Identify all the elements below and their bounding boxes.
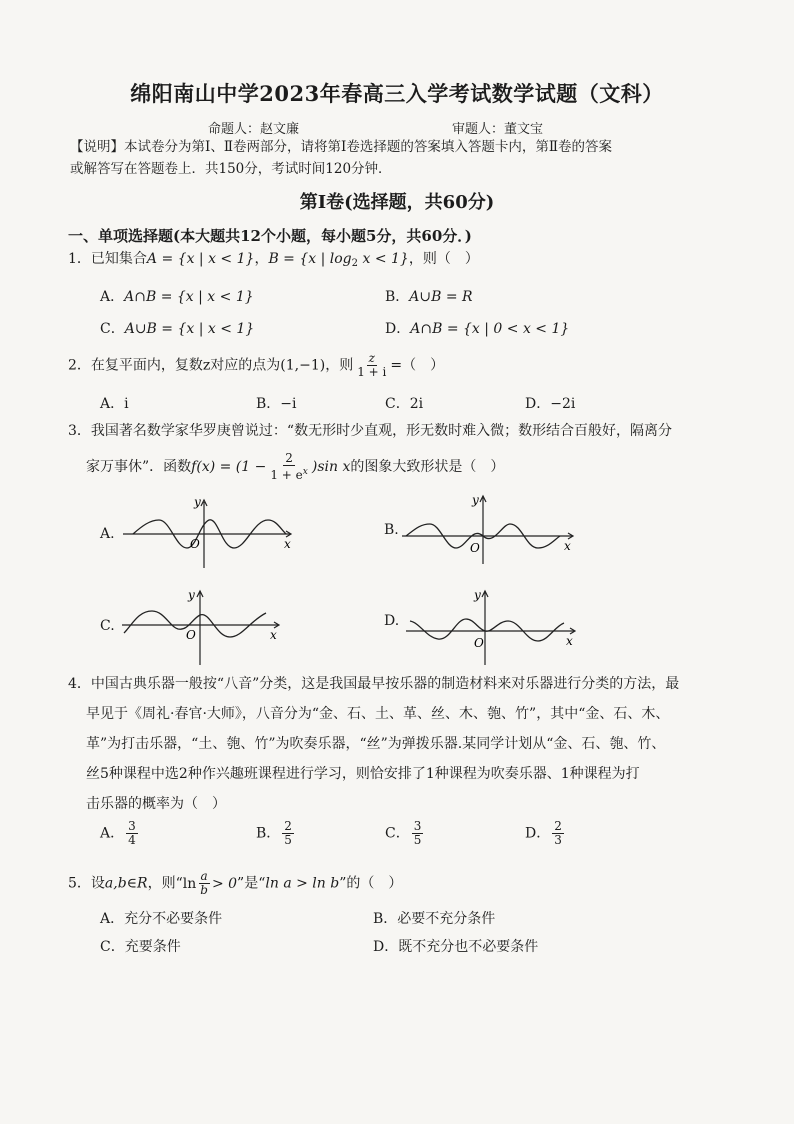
graph-d-label[interactable]: D. [384, 613, 400, 629]
q5-option-a[interactable]: A．充分不必要条件 [100, 911, 223, 927]
graph-d-y-label: y [474, 588, 481, 602]
graph-b-origin: O [470, 541, 480, 555]
graph-a-axes [123, 502, 290, 568]
graph-d[interactable] [402, 585, 580, 667]
q4-option-b[interactable]: B． $\frac{2}{5}$ [256, 819, 292, 847]
question-4-line-5: 击乐器的概率为（ ） [86, 796, 226, 812]
graph-c-axes [122, 591, 278, 665]
q5-option-d[interactable]: D．既不充分也不必要条件 [373, 939, 539, 955]
q1-option-c[interactable]: C．A∪B = {x | x < 1} [100, 321, 255, 337]
question-4-line-4: 丝5种课程中选2种作兴趣班课程进行学习，则恰安排了1种课程为吹奏乐器、1种课程为打 [86, 766, 640, 782]
q5-option-c[interactable]: C．充要条件 [100, 939, 181, 955]
setter-name: 命题人：赵文廉 [208, 122, 300, 137]
graph-b-x-label: x [564, 539, 571, 553]
q2-option-d[interactable]: D．−2i [525, 396, 576, 412]
question-3-line-1: 3．我国著名数学家华罗庚曾说过：“数无形时少直观，形无数时难入微；数形结合百般好，隔离分 [68, 423, 673, 439]
graph-b[interactable] [398, 490, 580, 570]
ln-fraction-condition: ln $\frac{a}{b}$ > 0 [182, 869, 238, 897]
ln-inequality-condition: ln a > ln b [265, 875, 340, 892]
graph-c-x-label: x [270, 628, 277, 642]
q4-option-d[interactable]: D． $\frac{2}{3}$ [525, 819, 562, 847]
graph-a-label[interactable]: A. [100, 526, 115, 542]
graph-b-y-label: y [472, 493, 479, 507]
question-4-line-1: 4．中国古典乐器一般按“八音”分类，这是我国最早按乐器的制造材料来对乐器进行分类的方法，最 [68, 676, 680, 692]
graph-d-axes [406, 591, 574, 665]
graph-a-origin: O [190, 537, 200, 551]
note-line-2: 或解答写在答题卷上．共150分，考试时间120分钟． [70, 161, 392, 177]
q2-option-b[interactable]: B．−i [256, 396, 297, 412]
exam-title: 绵阳南山中学2023年春高三入学考试数学试题（文科） [130, 81, 664, 106]
q4-option-a[interactable]: A． $\frac{3}{4}$ [100, 819, 136, 847]
fraction-z-over-1-plus-i: $\frac{z}{1 + i}$ [357, 351, 387, 379]
graph-d-origin: O [474, 636, 484, 650]
question-4-line-2: 早见于《周礼·春官·大师》，八音分为“金、石、土、革、丝、木、匏、竹”，其中“金、石、木、 [86, 706, 670, 722]
graph-b-label[interactable]: B. [384, 522, 399, 538]
question-5-stem: 5．设a,b∈R，则“ln $\frac{a}{b}$ > 0”是“ln a > ln b”的（ ） [68, 869, 403, 897]
set-a: A = {x | x < 1} [146, 251, 255, 267]
q1-option-b[interactable]: B．A∪B = R [385, 289, 473, 305]
graph-b-arrows [480, 496, 573, 539]
note-line-1: 【说明】本试卷分为第Ⅰ、Ⅱ卷两部分，请将第Ⅰ卷选择题的答案填入答题卡内，第Ⅱ卷的答案 [70, 139, 613, 155]
graph-c-label[interactable]: C. [100, 618, 115, 634]
graph-d-curve [410, 619, 564, 641]
function-formula: f(x) = (1 − $\frac{2}{1 + e^x}$ )sin x [191, 451, 351, 482]
graph-a-x-label: x [284, 537, 291, 551]
graph-a-arrows [201, 500, 291, 537]
question-4-line-3: 革”为打击乐器，“土、匏、竹”为吹奏乐器，“丝”为弹拨乐器.某同学计划从“金、石、匏、竹、 [86, 736, 666, 752]
graph-a[interactable] [118, 490, 298, 570]
graph-d-x-label: x [566, 634, 573, 648]
graph-c-arrows [197, 591, 279, 628]
set-b: B = {x | $\log_2 x < 1$} [268, 251, 409, 269]
reviewer-name: 审题人：董文宝 [452, 122, 544, 137]
q4-option-c[interactable]: C． $\frac{3}{5}$ [385, 819, 422, 847]
q1-option-a[interactable]: A．A∩B = {x | x < 1} [100, 289, 254, 305]
part-heading: 一、单项选择题(本大题共12个小题，每小题5分，共60分．) [68, 227, 472, 245]
graph-a-y-label: y [194, 495, 201, 509]
q2-option-c[interactable]: C．2i [385, 396, 424, 412]
graph-d-arrows [482, 591, 575, 634]
q1-option-d[interactable]: D．A∩B = {x | 0 < x < 1} [385, 321, 570, 337]
q5-option-b[interactable]: B．必要不充分条件 [373, 911, 496, 927]
question-1-stem: 1．已知集合A = {x | x < 1}，B = {x | $\log_2 x < 1$}，则（ ） [68, 251, 479, 269]
graph-c-origin: O [186, 628, 196, 642]
graph-c[interactable] [118, 585, 288, 667]
section-title: 第Ⅰ卷(选择题，共60分) [299, 192, 495, 213]
graph-c-y-label: y [188, 588, 195, 602]
q2-option-a[interactable]: A．i [100, 396, 129, 412]
question-2-stem: 2．在复平面内，复数z对应的点为(1,−1)，则 $\frac{z}{1 + i}$ =（ ） [68, 351, 445, 379]
question-3-line-2: 家万事休”．函数f(x) = (1 − $\frac{2}{1 + e^x}$ )sin x的图象大致形状是（ ） [86, 451, 505, 482]
graph-b-axes [402, 496, 572, 564]
